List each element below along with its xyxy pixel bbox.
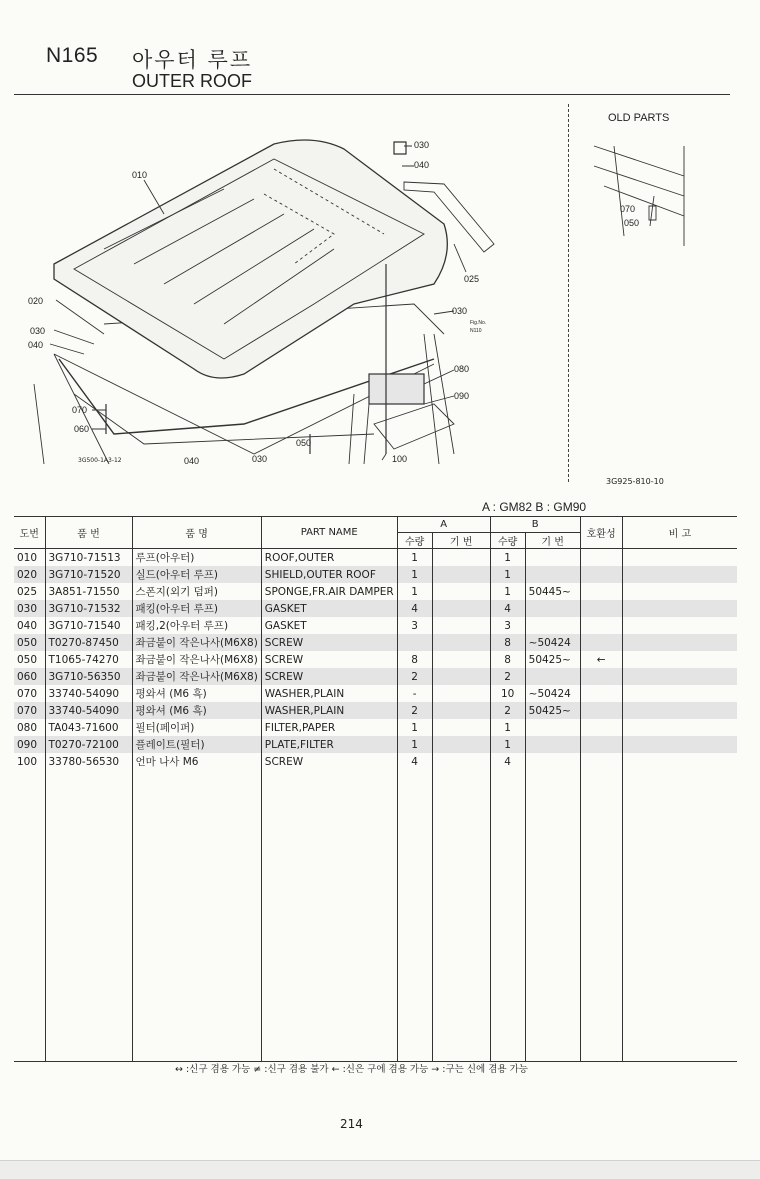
row-qty-b: 3 — [490, 617, 525, 634]
compatibility-legend: ↔ :신구 겸용 가능 ≠ :신구 겸용 불가 ← :신은 구에 겸용 가능 → :구는 신에 겸용 가능 — [175, 1064, 528, 1075]
callout-030-top: 030 — [414, 140, 430, 150]
row-compat — [580, 583, 622, 600]
row-qty-a: 8 — [397, 651, 432, 668]
old-callout-050: 050 — [624, 218, 640, 228]
callout-050: 050 — [296, 438, 312, 448]
row-qty-b: 8 — [490, 634, 525, 651]
row-remark — [622, 702, 737, 719]
row-no: 020 — [14, 566, 45, 583]
row-no: 050 — [14, 634, 45, 651]
col-qty-a: 수량 — [397, 533, 432, 549]
row-qty-a: 1 — [397, 549, 432, 567]
row-compat — [580, 736, 622, 753]
old-parts-label: OLD PARTS — [608, 112, 670, 124]
row-name-en: ROOF,OUTER — [261, 549, 397, 567]
old-parts-diagram — [584, 126, 694, 252]
row-name-en: FILTER,PAPER — [261, 719, 397, 736]
callout-030-right: 030 — [452, 306, 468, 316]
row-spec-a — [432, 617, 490, 634]
row-name-kr: 실드(아우터 루프) — [132, 566, 261, 583]
row-compat — [580, 702, 622, 719]
row-compat — [580, 668, 622, 685]
model-legend: A : GM82 B : GM90 — [482, 500, 587, 514]
row-part-no: T1065-74270 — [45, 651, 132, 668]
callout-070: 070 — [72, 405, 88, 415]
table-row — [14, 600, 737, 617]
col-name-en: PART NAME — [261, 517, 397, 549]
row-spec-b: 50445~ — [525, 583, 580, 600]
row-remark — [622, 566, 737, 583]
row-spec-a — [432, 668, 490, 685]
row-qty-a: 2 — [397, 668, 432, 685]
col-part-no: 품 번 — [45, 517, 132, 549]
row-compat — [580, 617, 622, 634]
row-no: 030 — [14, 600, 45, 617]
row-part-no: 3G710-56350 — [45, 668, 132, 685]
row-qty-a: 1 — [397, 566, 432, 583]
row-spec-b — [525, 600, 580, 617]
row-qty-b: 1 — [490, 583, 525, 600]
row-name-kr: 평와셔 (M6 흑) — [132, 702, 261, 719]
row-spec-b — [525, 617, 580, 634]
table-row — [14, 651, 737, 668]
row-name-en: WASHER,PLAIN — [261, 685, 397, 702]
row-spec-b: 50425~ — [525, 651, 580, 668]
row-part-no: 33780-56530 — [45, 753, 132, 770]
row-name-en: SHIELD,OUTER ROOF — [261, 566, 397, 583]
row-name-kr: 패킹(아우터 루프) — [132, 600, 261, 617]
row-name-kr: 패킹,2(아우터 루프) — [132, 617, 261, 634]
figure-ref-right: 3G925-810-10 — [606, 477, 664, 486]
row-part-no: 3A851-71550 — [45, 583, 132, 600]
row-spec-b — [525, 566, 580, 583]
row-spec-a — [432, 651, 490, 668]
roof-shape — [54, 140, 447, 378]
table-row — [14, 685, 737, 702]
row-spec-b — [525, 753, 580, 770]
callout-040-left: 040 — [28, 340, 44, 350]
col-no: 도번 — [19, 529, 39, 540]
table-row — [14, 634, 737, 651]
row-name-kr: 좌금붙이 작은나사(M6X8) — [132, 668, 261, 685]
fig-number: N110 — [470, 328, 482, 334]
filter-box — [369, 374, 454, 449]
parts-table — [14, 516, 737, 1062]
row-part-no: T0270-72100 — [45, 736, 132, 753]
callout-060: 060 — [74, 424, 90, 434]
row-name-kr: 좌금붙이 작은나사(M6X8) — [132, 651, 261, 668]
row-name-kr: 플레이트(필터) — [132, 736, 261, 753]
callout-040-bottom: 040 — [184, 456, 200, 466]
row-qty-a: - — [397, 685, 432, 702]
table-row — [14, 583, 737, 600]
table-row — [14, 753, 737, 770]
row-name-en: PLATE,FILTER — [261, 736, 397, 753]
row-part-no: T0270-87450 — [45, 634, 132, 651]
row-no: 070 — [17, 687, 38, 700]
row-qty-a: 1 — [397, 583, 432, 600]
row-remark — [622, 719, 737, 736]
row-part-no: TA043-71600 — [45, 719, 132, 736]
row-no: 025 — [17, 585, 38, 598]
row-part-no: 3G710-71532 — [45, 600, 132, 617]
row-name-kr: 좌금붙이 작은나사(M6X8) — [132, 634, 261, 651]
row-qty-a: 1 — [397, 719, 432, 736]
row-qty-a: 4 — [397, 600, 432, 617]
row-spec-a — [432, 719, 490, 736]
row-qty-b: 1 — [490, 566, 525, 583]
row-remark — [622, 634, 737, 651]
row-remark — [622, 651, 737, 668]
callout-100: 100 — [392, 454, 408, 464]
row-remark — [622, 583, 737, 600]
table-row — [14, 617, 737, 634]
exploded-diagram — [14, 104, 566, 476]
table-row — [14, 719, 737, 736]
row-qty-a: 3 — [397, 617, 432, 634]
row-compat — [580, 719, 622, 736]
title-korean: 아우터 루프 — [132, 48, 253, 72]
col-remark: 비 고 — [622, 517, 737, 549]
row-compat — [580, 566, 622, 583]
row-qty-b: 2 — [490, 702, 525, 719]
table-row — [14, 549, 737, 567]
row-compat — [580, 600, 622, 617]
row-no: 040 — [17, 619, 38, 632]
row-remark — [622, 617, 737, 634]
row-spec-a — [432, 685, 490, 702]
row-name-en: SCREW — [261, 753, 397, 770]
row-name-en: WASHER,PLAIN — [261, 702, 397, 719]
row-spec-b — [525, 736, 580, 753]
row-name-kr: 언마 나사 M6 — [132, 753, 261, 770]
row-qty-b: 10 — [490, 685, 525, 702]
row-spec-b: 50425~ — [525, 702, 580, 719]
row-qty-b: 1 — [490, 719, 525, 736]
callout-030-left: 030 — [30, 326, 46, 336]
figure-ref-left: 3G500-1A3-12 — [78, 457, 122, 464]
row-qty-b: 1 — [490, 736, 525, 753]
row-qty-b: 1 — [490, 549, 525, 567]
fig-label: Fig.No. — [470, 320, 487, 326]
table-row — [14, 702, 737, 719]
row-qty-b: 4 — [490, 753, 525, 770]
row-qty-a: 4 — [397, 753, 432, 770]
row-spec-b: ~50424 — [525, 634, 580, 651]
row-spec-a — [432, 736, 490, 753]
row-compat — [580, 634, 622, 651]
row-remark — [622, 600, 737, 617]
row-spec-a — [432, 566, 490, 583]
callout-090: 090 — [454, 391, 470, 401]
row-compat — [580, 549, 622, 567]
row-name-kr: 루프(아우터) — [132, 549, 261, 567]
row-name-kr: 스폰지(외기 덤퍼) — [132, 583, 261, 600]
col-spec-a: 기 번 — [432, 533, 490, 549]
header-rule — [14, 94, 730, 95]
row-qty-a: 1 — [397, 736, 432, 753]
table-row — [14, 566, 737, 583]
table-row — [14, 668, 737, 685]
row-part-no: 33740-54090 — [45, 702, 132, 719]
row-spec-a — [432, 583, 490, 600]
row-spec-b — [525, 549, 580, 567]
row-name-kr: 평와셔 (M6 흑) — [132, 685, 261, 702]
row-spec-a — [432, 549, 490, 567]
old-callout-070: 070 — [620, 204, 636, 214]
col-group-a: A — [397, 517, 490, 533]
row-part-no: 3G710-71520 — [45, 566, 132, 583]
callout-030-bottom: 030 — [252, 454, 268, 464]
table-filler — [14, 770, 737, 1062]
row-qty-a: 2 — [397, 702, 432, 719]
callout-040-top: 040 — [414, 160, 430, 170]
row-spec-b — [525, 719, 580, 736]
row-spec-a — [432, 634, 490, 651]
row-no: 060 — [14, 668, 45, 685]
row-spec-a — [432, 753, 490, 770]
row-qty-b: 4 — [490, 600, 525, 617]
table-row — [14, 736, 737, 753]
callout-080: 080 — [454, 364, 470, 374]
old-parts-divider — [568, 104, 569, 482]
row-spec-b: ~50424 — [525, 685, 580, 702]
row-name-en: SPONGE,FR.AIR DAMPER — [261, 583, 397, 600]
row-name-en: GASKET — [261, 617, 397, 634]
row-remark — [622, 549, 737, 567]
row-compat: ← — [580, 651, 622, 668]
row-name-kr: 필터(페이퍼) — [132, 719, 261, 736]
callout-025: 025 — [464, 274, 480, 284]
callout-020: 020 — [28, 296, 44, 306]
col-qty-b: 수량 — [490, 533, 525, 549]
row-remark — [622, 685, 737, 702]
title-english: OUTER ROOF — [132, 71, 252, 91]
row-spec-a — [432, 600, 490, 617]
row-spec-b — [525, 668, 580, 685]
row-qty-a — [397, 634, 432, 651]
row-no: 050 — [17, 653, 38, 666]
scan-edge — [0, 1160, 760, 1179]
row-no: 070 — [14, 702, 45, 719]
row-compat — [580, 753, 622, 770]
row-name-en: GASKET — [261, 600, 397, 617]
row-name-en: SCREW — [261, 668, 397, 685]
row-no: 010 — [17, 551, 38, 564]
row-qty-b: 8 — [490, 651, 525, 668]
col-group-b: B — [490, 517, 580, 533]
row-spec-a — [432, 702, 490, 719]
page-code: N165 — [46, 44, 99, 67]
callout-010: 010 — [132, 170, 148, 180]
col-name-kr: 품 명 — [132, 517, 261, 549]
row-no: 100 — [17, 755, 38, 768]
row-remark — [622, 668, 737, 685]
page-number: 214 — [340, 1117, 363, 1131]
col-spec-b: 기 번 — [525, 533, 580, 549]
row-name-en: SCREW — [261, 651, 397, 668]
row-name-en: SCREW — [261, 634, 397, 651]
row-remark — [622, 753, 737, 770]
row-part-no: 3G710-71540 — [45, 617, 132, 634]
row-no: 090 — [14, 736, 45, 753]
row-compat — [580, 685, 622, 702]
row-remark — [622, 736, 737, 753]
row-part-no: 33740-54090 — [45, 685, 132, 702]
col-compat: 호환성 — [580, 517, 622, 549]
row-no: 080 — [17, 721, 38, 734]
row-part-no: 3G710-71513 — [45, 549, 132, 567]
row-qty-b: 2 — [490, 668, 525, 685]
